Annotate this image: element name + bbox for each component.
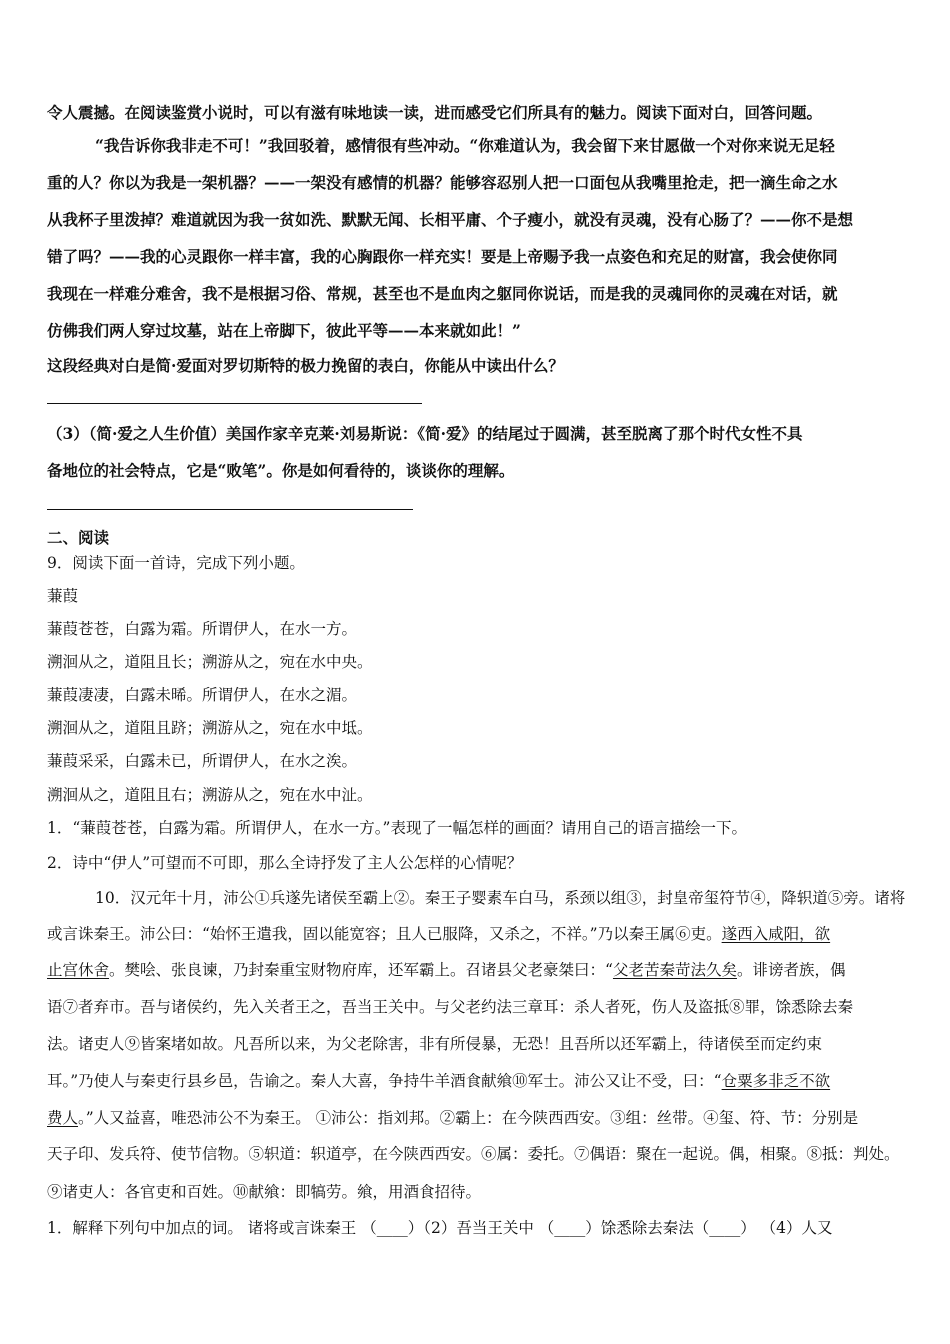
underlined-sentence: 遂西入咸阳，欲 [721, 925, 831, 943]
quote-line: 重的人？你以为我是一架机器？——一架没有感情的机器？能够容忍别人把一口面包从我嘴里抢走，把一滴生命之水 [47, 173, 838, 192]
poem-title: 蒹葭 [47, 587, 79, 605]
poem-line: 溯洄从之，道阻且跻；溯游从之，宛在水中坻。 [47, 719, 373, 737]
q10-line: 费人。”人又益喜，唯恐沛公不为秦王。 ①沛公：指刘邦。②霸上：在今陕西西安。③组：丝带。④玺、符、节：分别是 [47, 1109, 859, 1127]
q10-line: ⑨诸吏人：各官吏和百姓。⑩献飨：即犒劳。飨，用酒食招待。 [47, 1183, 482, 1201]
underlined-sentence: 止宫休舍 [47, 961, 110, 979]
section-title: 二、阅读 [47, 528, 110, 547]
q9-intro: 9．阅读下面一首诗，完成下列小题。 [47, 554, 305, 572]
q10-line: 天子印、发兵符、使节信物。⑤轵道：轵道亭，在今陕西西安。⑥属：委托。⑦偶语：聚在一起说。偶，相聚。⑧抵：判处。 [47, 1145, 900, 1163]
answer-line [47, 509, 413, 510]
quote-line: 仿佛我们两人穿过坟墓，站在上帝脚下，彼此平等——本来就如此！” [47, 321, 521, 340]
q10-line: 法。诸吏人⑨皆案堵如故。凡吾所以来，为父老除害，非有所侵暴，无恐！且吾所以还军霸上，待诸侯至而定约束 [47, 1035, 823, 1053]
underlined-sentence: 费人 [47, 1109, 79, 1127]
quote-line: 错了吗？——我的心灵跟你一样丰富，我的心胸跟你一样充实！要是上帝赐予我一点姿色和充足的财富，我会使你同 [47, 247, 838, 266]
poem-line: 蒹葭凄凄，白露未晞。所谓伊人，在水之湄。 [47, 686, 358, 704]
quote-line: “我告诉你我非走不可！”我回驳着，感情很有些冲动。“你难道认为，我会留下来甘愿做一个对你来说无足轻 [95, 136, 835, 155]
poem-line: 溯洄从之，道阻且长；溯游从之，宛在水中央。 [47, 653, 373, 671]
quote-line: 从我杯子里泼掉？难道就因为我一贫如洗、默默无闻、长相平庸、个子瘦小，就没有灵魂，没有心肠了？——你不是想 [47, 210, 854, 229]
question-q3-line: （3）（简·爱之人生价值）美国作家辛克莱·刘易斯说：《简·爱》的结尾过于圆满，甚至脱离了那个时代女性不具 [47, 424, 803, 443]
q10-line: 10．汉元年十月，沛公①兵遂先诸侯至霸上②。秦王子婴素车白马，系颈以组③，封皇帝玺符节④，降轵道⑤旁。诸将 [95, 889, 906, 907]
poem-line: 溯洄从之，道阻且右；溯游从之，宛在水中沚。 [47, 786, 373, 804]
poem-line: 蒹葭苍苍，白露为霜。所谓伊人，在水一方。 [47, 620, 358, 638]
q10-line: 语⑦者弃市。吾与诸侯约，先入关者王之，吾当王关中。与父老约法三章耳：杀人者死，伤人及盗抵⑧罪，馀悉除去秦 [47, 998, 854, 1016]
underlined-sentence: 仓粟多非乏不欲 [721, 1072, 831, 1090]
answer-line [47, 403, 422, 404]
q10-line: 耳。”乃使人与秦吏行县乡邑，告谕之。秦人大喜，争持牛羊酒食献飨⑩军士。沛公又让不受，曰：“仓粟多非乏不欲 [47, 1072, 831, 1090]
q10-line: 止宫休舍。樊哙、张良谏，乃封秦重宝财物府库，还军霸上。召诸县父老豪桀曰：“父老苦秦苛法久矣。诽谤者族，偶 [47, 961, 846, 979]
underlined-sentence: 父老苦秦苛法久矣 [612, 961, 737, 979]
q9-sub-question: 2．诗中“伊人”可望而不可即，那么全诗抒发了主人公怎样的心情呢？ [47, 854, 523, 872]
q10-line: 或言诛秦王。沛公曰：“始怀王遣我，固以能宽容；且人已服降，又杀之，不祥。”乃以秦王属⑥吏。遂西入咸阳，欲 [47, 925, 831, 943]
poem-line: 蒹葭采采，白露未已，所谓伊人，在水之涘。 [47, 752, 358, 770]
quote-line: 我现在一样难分难舍，我不是根据习俗、常规，甚至也不是血肉之躯同你说话，而是我的灵魂同你的灵魂在对话，就 [47, 284, 838, 303]
q10-sub-question: 1．解释下列句中加点的词。 诸将或言诛秦王 （____）（2）吾当王关中 （____）馀悉除去秦法（____） （4）人又 [47, 1219, 833, 1237]
passage-intro: 令人震撼。在阅读鉴赏小说时，可以有滋有味地读一读，进而感受它们所具有的魅力。阅读下面对白，回答问题。 [47, 103, 823, 122]
q9-sub-question: 1．“蒹葭苍苍，白露为霜。所谓伊人，在水一方。”表现了一幅怎样的画面？请用自己的语言描绘一下。 [47, 819, 747, 837]
question-q2: 这段经典对白是简·爱面对罗切斯特的极力挽留的表白，你能从中读出什么？ [47, 356, 564, 375]
question-q3-line: 备地位的社会特点，它是“败笔”。你是如何看待的，谈谈你的理解。 [47, 461, 515, 480]
